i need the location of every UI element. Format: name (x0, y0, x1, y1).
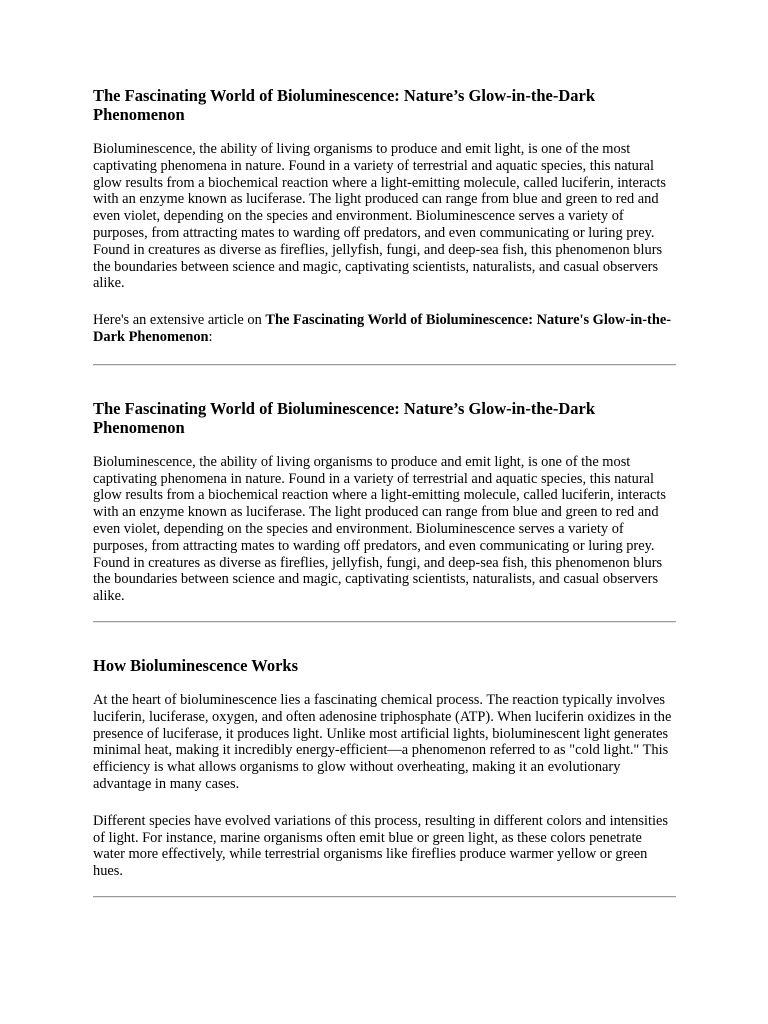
divider (93, 896, 676, 898)
intro-title: The Fascinating World of Bioluminescence: Nature’s Glow-in-the-Dark Phenomenon (93, 86, 596, 124)
document-page (93, 86, 676, 898)
intro-paragraph: Bioluminescence, the ability of living organisms to produce and emit light, is one of the most captivating phenomena in nature. Found in a variety of terrestrial and aquatic species, this natural glow results from a biochemical reaction where a light-emitting molecule, called luciferin, interacts with an enzyme known as luciferase. The light produced can range from blue and green to red and even violet, depending on the species and environment. Bioluminescence serves a variety of purposes, from attracting mates to warding off predators, and even communicating or luring prey. Found in creatures as diverse as fireflies, jellyfish, fungi, and deep-sea fish, this phenomenon blurs the boundaries between science and magic, captivating scientists, naturalists, and casual observers alike. (93, 141, 667, 292)
intro-lead-suffix: : (208, 328, 213, 345)
intro-lead-prefix: Here's an extensive article on (93, 312, 266, 329)
article-paragraph: Bioluminescence, the ability of living organisms to produce and emit light, is one of the most captivating phenomena in nature. Found in a variety of terrestrial and aquatic species, this natural glow results from a biochemical reaction where a light-emitting molecule, called luciferin, interacts with an enzyme known as luciferase. The light produced can range from blue and green to red and even violet, depending on the species and environment. Bioluminescence serves a variety of purposes, from attracting mates to warding off predators, and even communicating or luring prey. Found in creatures as diverse as fireflies, jellyfish, fungi, and deep-sea fish, this phenomenon blurs the boundaries between science and magic, captivating scientists, naturalists, and casual observers alike. (93, 453, 667, 605)
divider (93, 621, 676, 623)
divider (93, 364, 676, 366)
how-it-works-paragraph-2: Different species have evolved variations of this process, resulting in different colors and intensities of light. For instance, marine organisms often emit blue or green light, as these colors penetrate water more effectively, while terrestrial organisms like fireflies produce warmer yellow or green hues. (93, 812, 668, 880)
how-it-works-title: How Bioluminescence Works (93, 655, 299, 675)
intro-lead (93, 312, 676, 346)
how-it-works-paragraph-1: At the heart of bioluminescence lies a fascinating chemical process. The reaction typically involves luciferin, luciferase, oxygen, and often adenosine triphosphate (ATP). When luciferin oxidizes in the presence of luciferase, it produces light. Unlike most artificial lights, bioluminescent light generates minimal heat, making it incredibly energy-efficient—a phenomenon referred to as "cold light." This efficiency is what allows organisms to glow without overheating, making it an evolutionary advantage in many cases. (93, 691, 672, 792)
article-title: The Fascinating World of Bioluminescence: Nature’s Glow-in-the-Dark Phenomenon (93, 398, 596, 437)
intro-lead-bold: The Fascinating World of Bioluminescence: Nature's Glow-in-the-Dark Phenomenon (93, 312, 672, 345)
